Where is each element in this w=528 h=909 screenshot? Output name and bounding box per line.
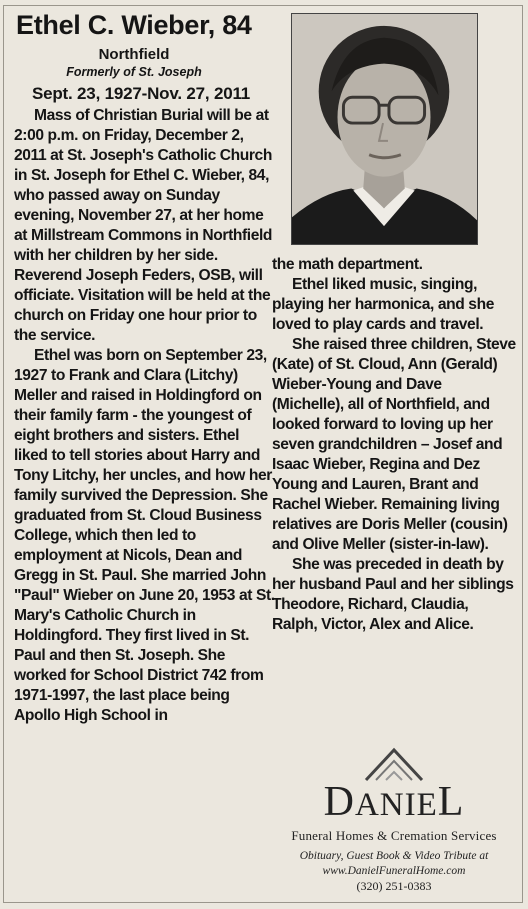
funeral-home-logo xyxy=(268,742,520,902)
house-roof-icon xyxy=(362,744,426,782)
paragraph-family: She raised three children, Steve (Kate) of St. Cloud, Ann (Gerald) Wieber-Young and Dave (Michelle), all of Northfield, and looked forward to loving up her seven grandchildren – Josef and Isaac Wieber, Regina and Dez Young and Lauren, Brant and Rachel Wieber. Remaining living relatives are Doris Meller (cousin) and Olive Meller (sister-in-law). xyxy=(272,336,516,553)
obituary-column-right xyxy=(272,255,516,635)
hometown: Northfield xyxy=(98,46,170,63)
portrait-photo xyxy=(291,13,478,245)
funeral-home-website: www.DanielFuneralHome.com xyxy=(322,865,466,877)
paragraph-preceded: She was preceded in death by her husband Paul and her siblings Theodore, Richard, Claudia, Ralph, Victor, Alex and Alice. xyxy=(272,556,514,633)
funeral-home-services: Funeral Homes & Cremation Services xyxy=(291,828,497,843)
paragraph-service: Mass of Christian Burial will be at 2:00 p.m. on Friday, December 2, 2011 at St. Joseph's Catholic Church in St. Joseph for Ethel C. Wieber, 84, who passed away on Sunday evening, November 27, at her home at Millstream Commons in Northfield with her children by her side. Reverend Joseph Feders, OSB, will officiate. Visitation will be held at the church on Friday one hour prior to the service. xyxy=(14,107,273,344)
former-residence: Formerly of St. Joseph xyxy=(66,65,202,79)
paragraph-continuation: the math department. xyxy=(272,256,423,273)
life-dates: Sept. 23, 1927-Nov. 27, 2011 xyxy=(31,84,251,103)
tagline-line-1: Obituary, Guest Book & Video Tribute at xyxy=(299,850,489,862)
paragraph-interests: Ethel liked music, singing, playing her harmonica, and she loved to play cards and travel. xyxy=(272,276,494,333)
funeral-home-phone: (320) 251-0383 xyxy=(356,879,432,893)
name-middle-letters: ANIE xyxy=(354,787,438,823)
obituary-title: Ethel C. Wieber, 84 xyxy=(16,10,252,40)
paragraph-early-life: Ethel was born on September 23, 1927 to Frank and Clara (Litchy) Meller and raised in Holdingford on their family farm - the youngest of eight brothers and sisters. Ethel liked to tell stories about Harry and Tony Litchy, her uncles, and how her family survived the Depression. She graduated from St. Cloud Business College, which then led to employment at Nicols, Dean and Gregg in St. Paul. She married John "Paul" Wieber on June 20, 1953 at St. Mary's Catholic Church in Holdingford. They first lived in St. Paul and then St. Joseph. She worked for School District 742 from 1971-1997, the last place being Apollo High School in xyxy=(14,347,275,724)
funeral-home-name xyxy=(268,778,520,826)
funeral-home-tagline xyxy=(268,849,520,879)
name-first-letter: D xyxy=(323,779,355,825)
name-last-letter: L xyxy=(437,779,465,825)
obituary-column-left xyxy=(14,106,276,726)
